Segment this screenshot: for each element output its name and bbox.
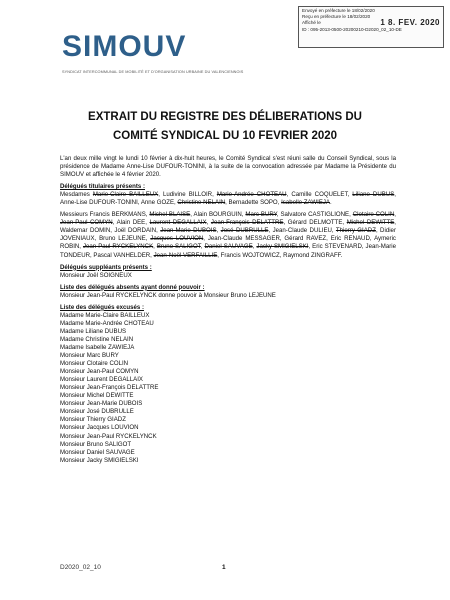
text-run: , Anne-Lise DUFOUR-TONINI, Anne GOZE, — [60, 191, 396, 207]
excused-delegate-item: Madame Marie-Claire BAILLEUX — [60, 311, 150, 319]
excused-delegate-item: Monsieur Laurent DEGALLAIX — [60, 376, 143, 384]
struck-name: Isabelle ZAWIEJA — [281, 199, 330, 207]
text-run: , Salvatore CASTIGLIONE, — [276, 211, 353, 219]
stamp-affiche-label: Affiché le — [302, 20, 321, 26]
stamp-received-line: Reçu en préfecture le 18/02/2020 — [302, 14, 371, 20]
struck-name: Marc BURY — [245, 211, 277, 219]
document-body — [60, 155, 396, 465]
stamp-handwritten-date: 1 8. FEV. 2020 — [380, 18, 440, 28]
excused-delegate-item: Monsieur Michel DEWITTE — [60, 392, 134, 400]
titulaires-messieurs — [60, 211, 396, 259]
excused-delegate-item: Madame Marie-Andrée CHOTEAU — [60, 319, 154, 327]
titulaires-heading: Délégués titulaires présents : — [60, 183, 146, 191]
struck-name: Thierry GIADZ — [335, 227, 376, 235]
intro-paragraph: L'an deux mille vingt le lundi 10 février à dix-huit heures, le Comité Syndical s'est réuni salle du Conseil Syndical, sous la présidence de Madame Anne-Lise DUFOUR-TONINI, à la suite de la convocation adressée par Madame la Présidente du SIMOUV et affichée le 4 février 2020. — [60, 155, 396, 179]
excused-delegate-item: Monsieur Daniel SAUVAGE — [60, 448, 135, 456]
excused-delegate-item: Monsieur Bruno SALIGOT — [60, 440, 132, 448]
footer-document-code: D2020_02_10 — [60, 564, 101, 571]
text-run: , Alain DEE, — [112, 219, 150, 227]
struck-name: Bruno SALIGOT — [156, 243, 201, 251]
text-run: , — [252, 243, 257, 251]
excused-delegate-item: Monsieur Jean-Paul COMYN — [60, 368, 139, 376]
excused-delegate-item: Monsieur José DUBRULLE — [60, 408, 134, 416]
struck-name: Jean-François DELATTRE — [210, 219, 284, 227]
text-run: , — [206, 219, 211, 227]
excused-delegate-item: Monsieur Jean-François DELATTRE — [60, 384, 159, 392]
text-run: , Bernadette SOPO, — [225, 199, 282, 207]
struck-name: Christine NELAIN — [177, 199, 226, 207]
text-run: , Eric STEVENARD, Jean-Marie TONDEUR, Pascal VANHELDER, — [60, 243, 397, 259]
struck-name: Michel BLAISE — [149, 211, 191, 219]
text-run: , Jean-Claude MESSAGER, Gérard RAVEZ, Eric RENAUD, Aymeric ROBIN, — [60, 235, 396, 251]
struck-name: Jean-Marie DUBOIS — [160, 227, 217, 235]
struck-name: José DUBRULLE — [220, 227, 269, 235]
text-run: , Ludivine BILLOIR, — [158, 191, 217, 199]
logo-tagline: SYNDICAT INTERCOMMUNAL DE MOBILITÉ ET D'ORGANISATION URBAINE DU VALENCIENNOIS — [62, 70, 244, 74]
excused-delegate-item: Madame Liliane DUBUS — [60, 327, 127, 335]
struck-name: Jean-Noël VERFAILLIE — [153, 251, 218, 259]
struck-name: Laurent DEGALLAIX — [149, 219, 207, 227]
footer-page-number: 1 — [222, 564, 226, 571]
text-run: , — [153, 243, 157, 251]
suppleants-line: Monsieur Joël SOIGNEUX — [60, 271, 132, 279]
text-run: Messieurs Francis BERKMANS, — [60, 211, 150, 219]
simouv-logo: SIMOUV — [62, 30, 187, 63]
excused-delegate-item: Monsieur Marc BURY — [60, 352, 119, 360]
excuses-list — [60, 312, 396, 465]
text-run: Mesdames — [60, 191, 93, 199]
prefecture-stamp — [298, 6, 444, 48]
text-run: , — [200, 243, 205, 251]
text-run: , Jean-Claude DULIEU, — [268, 227, 336, 235]
pouvoir-line: Monsieur Jean-Paul RYCKELYNCK donne pouvoir à Monsieur Bruno LEJEUNE — [60, 291, 276, 299]
titulaires-mesdames — [60, 191, 396, 207]
pouvoir-heading: Liste des délégués absents ayant donné pouvoir : — [60, 283, 205, 291]
struck-name: Clotaire COLIN — [352, 211, 395, 219]
excused-delegate-item: Madame Isabelle ZAWIEJA — [60, 343, 135, 351]
excused-delegate-item: Monsieur Clotaire COLIN — [60, 360, 129, 368]
excused-delegate-item: Madame Christine NELAIN — [60, 335, 134, 343]
text-run: , Francis WOJTOWICZ, Raymond ZINGRAFF. — [217, 251, 343, 259]
excuses-heading: Liste des délégués excusés : — [60, 303, 144, 311]
stamp-sent-line: Envoyé en préfecture le 18/02/2020 — [302, 8, 375, 13]
text-run: , — [216, 227, 221, 235]
struck-name: Liliane DUBUS — [352, 191, 395, 199]
text-run: , — [394, 211, 396, 219]
excused-delegate-item: Monsieur Jacques LOUVION — [60, 424, 139, 432]
text-run: , Gérard DELMOTTE, — [283, 219, 347, 227]
text-run: , Didier JOVENIAUX, Bruno LEJEUNE, — [60, 227, 396, 243]
text-run: , Camille COQUELET, — [286, 191, 353, 199]
suppleants-heading: Délégués suppléants présents : — [60, 263, 152, 271]
struck-name: Marie-Claire BAILLEUX — [92, 191, 159, 199]
text-run: . — [329, 199, 332, 207]
excused-delegate-item: Monsieur Jacky SMIGIELSKI — [60, 456, 139, 464]
stamp-id-line: ID : 095-2013-0500-20200210-D2020_02_10-DE — [302, 26, 402, 32]
excused-delegate-item: Monsieur Jean-Marie DUBOIS — [60, 400, 143, 408]
title-line-2: COMITÉ SYNDICAL DU 10 FEVRIER 2020 — [112, 130, 338, 142]
struck-name: Jacques LOUVION — [150, 235, 204, 243]
struck-name: Jacky SMIGIELSKI — [256, 243, 309, 251]
document-title — [60, 108, 390, 146]
text-run: , Waldemar DOMIN, Joël DORDAIN, — [60, 219, 396, 235]
excused-delegate-item: Monsieur Thierry GIADZ — [60, 416, 126, 424]
struck-name: Jean-Paul COMYN — [60, 219, 113, 227]
excused-delegate-item: Monsieur Jean-Paul RYCKELYNCK — [60, 432, 157, 440]
struck-name: Marie-Andrée CHOTEAU — [216, 191, 287, 199]
title-line-1: EXTRAIT DU REGISTRE DES DÉLIBERATIONS DU — [88, 111, 362, 123]
struck-name: Daniel SAUVAGE — [204, 243, 253, 251]
struck-name: Jean-Paul RYCKELYNCK — [82, 243, 154, 251]
text-run: , Alain BOURGUIN, — [190, 211, 246, 219]
struck-name: Michel DEWITTE — [346, 219, 395, 227]
